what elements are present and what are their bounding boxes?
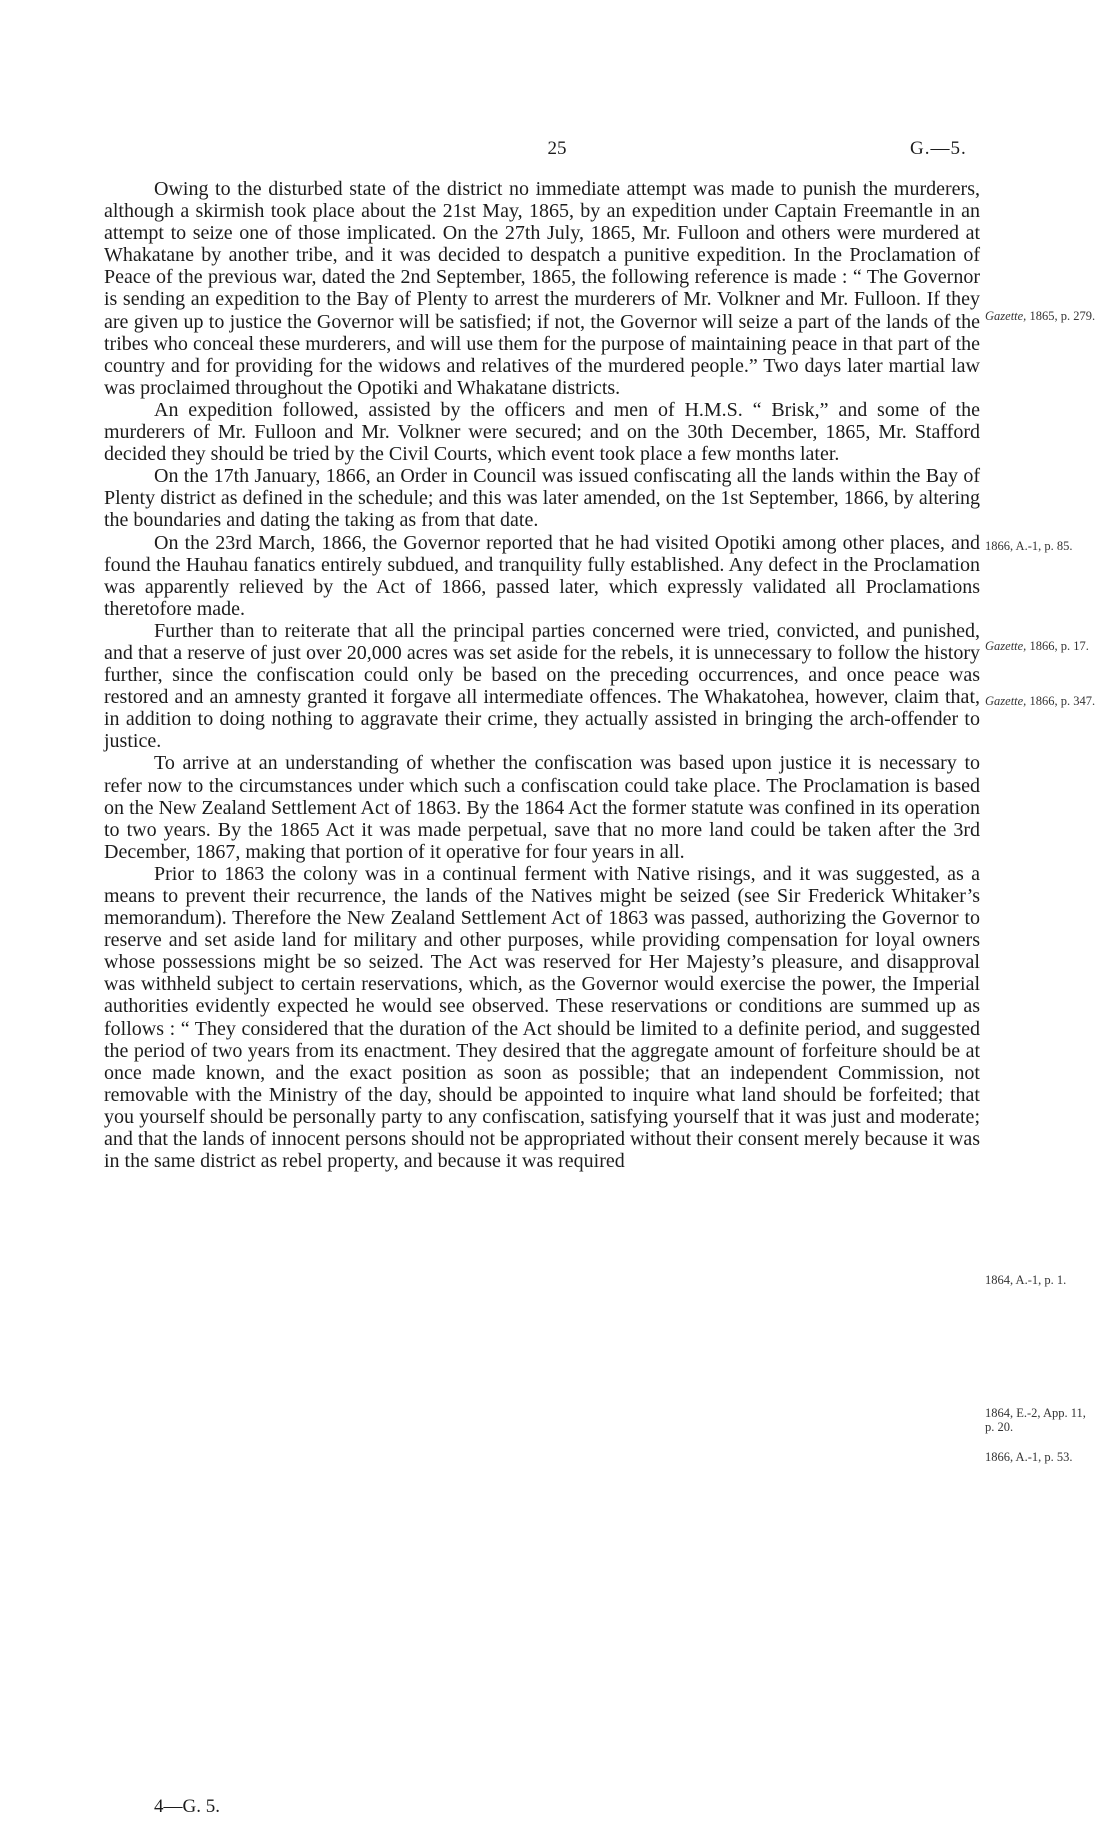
margin-note-ref: 1864, A.-1, p. 1. bbox=[985, 1273, 1067, 1287]
margin-note bbox=[985, 639, 1097, 653]
margin-note-ref: 1865, p. 279. bbox=[1029, 309, 1096, 323]
margin-note-ref: 1866, A.-1, p. 53. bbox=[985, 1450, 1073, 1464]
page-number: 25 bbox=[547, 138, 567, 159]
margin-note bbox=[985, 1450, 1097, 1464]
margin-note bbox=[985, 1406, 1097, 1434]
margin-note bbox=[985, 309, 1097, 323]
paragraph: Further than to reiterate that all the principal parties concerned were tried, convicted, and punished, and that a reserve of just over 20,000 acres was set aside for the rebels, it is unnecessary to follow the history further, since the confiscation could only be based on the preceding occurrences, and once peace was restored and an amnesty granted it forgave all intermediate offences. The Whakatohea, however, claim that, in addition to doing nothing to aggravate their crime, they actually assisted in bringing the arch-offender to justice. bbox=[104, 619, 980, 753]
main-text bbox=[104, 178, 980, 1172]
paragraph: An expedition followed, assisted by the officers and men of H.M.S. “ Brisk,” and some of the murderers of Mr. Fulloon and Mr. Volkner were secured; and on the 30th December, 1865, Mr. Stafford decided they should be tried by the Civil Courts, which event took place a few months later. bbox=[104, 398, 980, 466]
paragraph: On the 23rd March, 1866, the Governor reported that he had visited Opotiki among other places, and found the Hauhau fanatics entirely subdued, and tranquility fully established. Any defect in the Proclamation was apparently relieved by the Act of 1866, passed later, which expressly validated all Proclamations theretofore made. bbox=[104, 531, 980, 620]
margin-note-source: Gazette, bbox=[985, 309, 1027, 323]
margin-note bbox=[985, 1273, 1097, 1287]
margin-note-ref: 1866, A.-1, p. 85. bbox=[985, 539, 1073, 553]
paragraph: Owing to the disturbed state of the district no immediate attempt was made to punish the murderers, although a skirmish took place about the 21st May, 1865, by an expedition under Captain Freemantle in an attempt to seize one of those implicated. On the 27th July, 1865, Mr. Fulloon and others were murdered at Whakatane by another tribe, and it was decided to despatch a punitive expedition. In the Proclamation of Peace of the previous war, dated the 2nd September, 1865, the following reference is made : “ The Governor is sending an expedition to the Bay of Plenty to arrest the murderers of Mr. Volkner and Mr. Fulloon. If they are given up to justice the Governor will be satisfied; if not, the Governor will seize a part of the lands of the tribes who conceal these murderers, and will use them for the purpose of maintaining peace in that part of the country and for providing for the widows and relatives of the murdered people.” Two days later martial law was proclaimed throughout the Opotiki and Whakatane districts. bbox=[104, 178, 980, 399]
margin-note bbox=[985, 539, 1097, 553]
paragraph: On the 17th January, 1866, an Order in Council was issued confiscating all the lands within the Bay of Plenty district as defined in the schedule; and this was later amended, on the 1st September, 1866, by altering the boundaries and dating the taking as from that date. bbox=[104, 465, 980, 532]
margin-note-source: Gazette, bbox=[985, 694, 1027, 708]
paragraph: To arrive at an understanding of whether the confiscation was based upon justice it is necessary to refer now to the circumstances under which such a confiscation could take place. The Proclamation is based on the New Zealand Settlement Act of 1863. By the 1864 Act the former statute was confined in its operation to two years. By the 1865 Act it was made perpetual, save that no more land could be taken after the 3rd December, 1867, making that portion of it operative for four years in all. bbox=[104, 752, 980, 863]
margin-note-ref: 1866, p. 347. bbox=[1029, 694, 1096, 708]
paragraph: Prior to 1863 the colony was in a continual ferment with Native risings, and it was suggested, as a means to prevent their recurrence, the lands of the Natives might be seized (see Sir Frederick Whitaker’s memorandum). Therefore the New Zealand Settlement Act of 1863 was passed, authorizing the Governor to reserve and set aside land for military and other purposes, while providing compensation for loyal owners whose possessions might be so seized. The Act was reserved for Her Majesty’s pleasure, and disapproval was withheld subject to certain reservations, which, as the Governor would exercise the power, the Imperial authorities evidently expected he would see observed. These reservations or conditions are summed up as follows : “ They considered that the duration of the Act should be limited to a definite period, and suggested the period of two years from its enactment. They desired that the aggregate amount of forfeiture should be at once made known, and the exact position as soon as possible; that an independent Commission, not removable with the Ministry of the day, should be appointed to inquire what land should be forfeited; that you yourself should be personally party to any confiscation, satisfying yourself that it was just and moderate; and that the lands of innocent persons should not be appropriated without their consent merely because it was in the same district as rebel property, and because it was required bbox=[104, 862, 980, 1173]
report-reference: G.—5. bbox=[910, 138, 967, 159]
margin-note-ref: 1864, E.-2, App. 11, p. 20. bbox=[985, 1406, 1086, 1434]
margin-note bbox=[985, 694, 1097, 708]
signature-mark: 4—G. 5. bbox=[154, 1796, 220, 1817]
margin-note-source: Gazette, bbox=[985, 639, 1027, 653]
margin-note-ref: 1866, p. 17. bbox=[1029, 639, 1089, 653]
